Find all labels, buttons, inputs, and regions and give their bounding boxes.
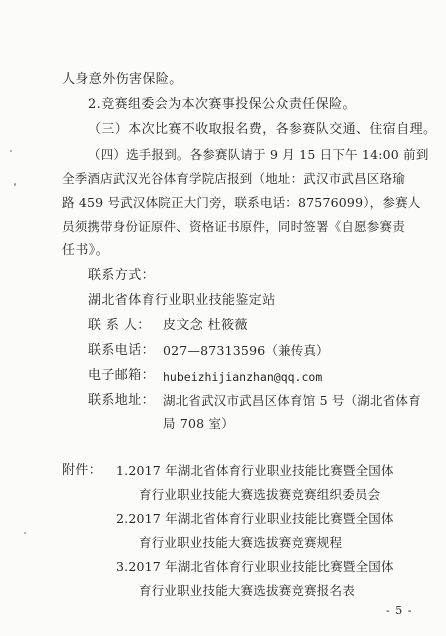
attachment-item-3-line1: 3.2017 年湖北省体育行业职业技能比赛暨全国体	[116, 559, 394, 574]
contact-email-value: hubeizhijianzhan@qq.com	[163, 370, 323, 384]
contact-address-value-line2: 局 708 室）	[163, 416, 234, 431]
scan-speck	[10, 150, 12, 152]
paragraph-line: 员须携带身份证原件、资格证书原件，同时签署《自愿参赛责	[62, 219, 405, 234]
paragraph-line: 路 459 号武汉体院正大门旁，联系电话：87576099），参赛人	[62, 195, 421, 210]
attachment-item-2-line2: 育行业职业技能大赛选拔赛竞赛规程	[139, 535, 343, 550]
contact-person-value: 皮文念 杜筱薇	[163, 318, 248, 333]
scan-speck	[24, 532, 26, 534]
scan-speck	[14, 183, 16, 186]
attachments-label: 附件：	[62, 463, 103, 478]
contact-address-value-line1: 湖北省武汉市武昌区体育馆 5 号（湖北省体育	[163, 393, 421, 408]
attachment-item-1-line2: 育行业职业技能大赛选拔赛竞赛组织委员会	[139, 487, 381, 502]
attachment-item-1-line1: 1.2017 年湖北省体育行业职业技能比赛暨全国体	[116, 463, 394, 478]
contact-phone-value: 027—87313596（兼传真）	[163, 343, 329, 358]
contact-address-label: 联系地址：	[88, 393, 156, 408]
paragraph-line: （三）本次比赛不收取报名费，各参赛队交通、住宿自理。	[88, 122, 437, 137]
attachment-item-2-line1: 2.2017 年湖北省体育行业职业技能比赛暨全国体	[116, 511, 394, 526]
contact-phone-label: 联系电话：	[88, 343, 156, 358]
attachment-item-3-line2: 育行业职业技能大赛选拔赛竞赛报名表	[139, 583, 355, 598]
paragraph-line: 2.竞赛组委会为本次赛事投保公众责任保险。	[88, 97, 356, 112]
paragraph-line: 人身意外伤害保险。	[62, 72, 183, 87]
contact-heading: 联系方式：	[88, 268, 156, 283]
paragraph-line: 全季酒店武汉光谷体育学院店报到（地址：武汉市武昌区珞瑜	[62, 171, 405, 186]
contact-person-label: 联 系 人：	[88, 318, 151, 333]
paragraph-line: 任书》。	[62, 243, 110, 258]
page-number: - 5 -	[386, 604, 413, 617]
contact-org: 湖北省体育行业职业技能鉴定站	[88, 293, 276, 308]
paragraph-line: （四）选手报到。各参赛队请于 9 月 15 日下午 14:00 前到	[88, 147, 429, 162]
contact-email-label: 电子邮箱：	[88, 368, 156, 383]
